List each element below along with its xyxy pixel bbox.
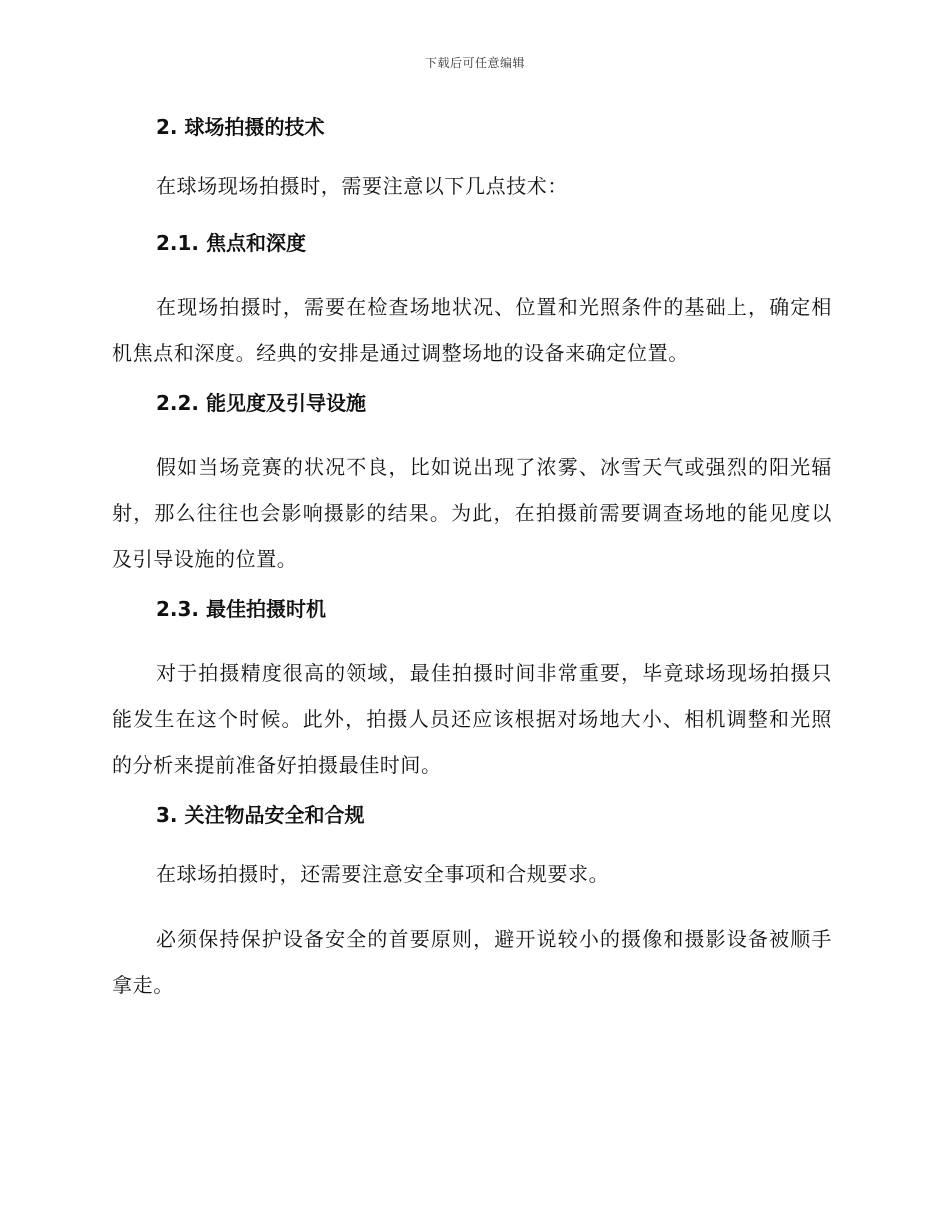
paragraph: 在球场拍摄时，还需要注意安全事项和合规要求。 (156, 862, 610, 886)
section-heading: 2. 球场拍摄的技术 (156, 115, 325, 139)
section-heading: 2.3. 最佳拍摄时机 (156, 597, 326, 621)
paragraph: 必须保持保护设备安全的首要原则，避开说较小的摄像和摄影设备被顺手拿走。 (112, 927, 832, 997)
page-header: 下载后可任意编辑 (424, 56, 525, 70)
section-heading: 2.2. 能见度及引导设施 (156, 391, 366, 415)
paragraph: 假如当场竞赛的状况不良，比如说出现了浓雾、冰雪天气或强烈的阳光辐射，那么往往也会影响摄影的结果。为此，在拍摄前需要调查场地的能见度以及引导设施的位置。 (112, 455, 832, 571)
paragraph: 在现场拍摄时，需要在检查场地状况、位置和光照条件的基础上，确定相机焦点和深度。经典的安排是通过调整场地的设备来确定位置。 (112, 295, 832, 365)
document-body (112, 112, 832, 1020)
section-heading: 3. 关注物品安全和合规 (156, 803, 365, 827)
section-heading: 2.1. 焦点和深度 (156, 231, 306, 255)
paragraph: 在球场现场拍摄时，需要注意以下几点技术： (156, 174, 568, 198)
paragraph: 对于拍摄精度很高的领域，最佳拍摄时间非常重要，毕竟球场现场拍摄只能发生在这个时候。此外，拍摄人员还应该根据对场地大小、相机调整和光照的分析来提前准备好拍摄最佳时间。 (112, 661, 832, 777)
